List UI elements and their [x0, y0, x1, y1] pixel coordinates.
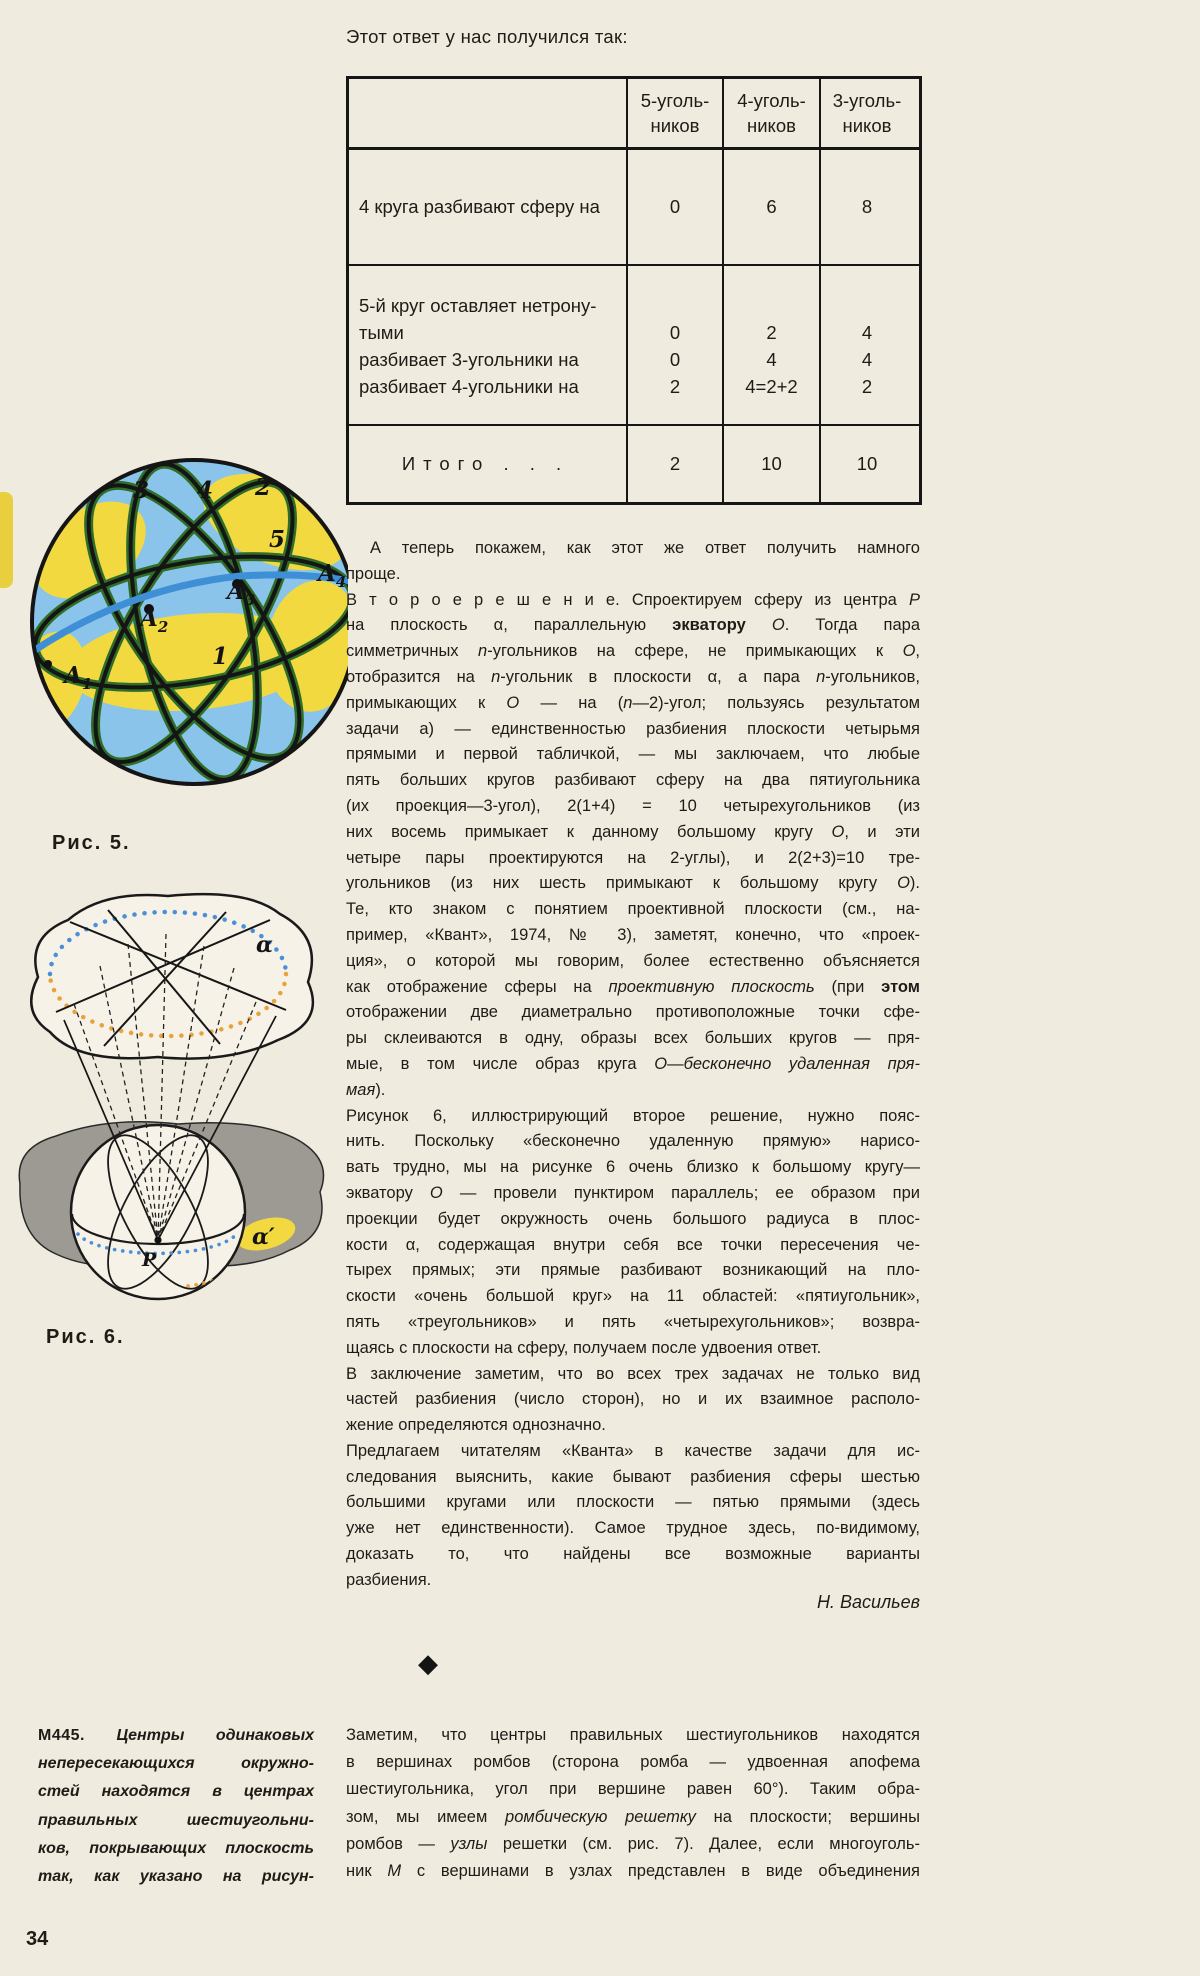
- text-line: В т о р о е р е ш е н и е. Спроектируем сферу из центра Р: [346, 590, 920, 609]
- text-line: мая).: [346, 1080, 386, 1099]
- header-line: ников: [747, 115, 796, 136]
- fig5-label-a3: $A_3$: [227, 578, 256, 609]
- table-cell: [626, 266, 722, 424]
- fig5-caption: Рис. 5.: [52, 832, 131, 854]
- label-line: 5-й круг оставляет нетрону-: [359, 295, 597, 316]
- label-line: разбивает 4-угольники на: [359, 376, 579, 397]
- text-line: отображении две диаметрально противоположные точки сфе-: [346, 1003, 920, 1022]
- text-line: в вершинах ромбов (сторона ромба — удвоенная апофема: [346, 1753, 920, 1772]
- table-row: [349, 266, 919, 426]
- text-line: разбиения.: [346, 1570, 432, 1589]
- header-line: 3-уголь-: [832, 90, 902, 111]
- fig5-label-circle1: 1: [212, 643, 229, 670]
- text-line: жение определяются однозначно.: [346, 1416, 606, 1435]
- text-line: на плоскость α, параллельную экватору О. Тогда пара: [346, 616, 921, 635]
- value-line: [724, 292, 819, 319]
- fig5-label-circle3: 3: [133, 477, 150, 504]
- table-row: [349, 150, 919, 266]
- value-line: [821, 292, 913, 319]
- total-label: Итого . . .: [401, 453, 570, 474]
- text-line: Предлагаем читателям «Кванта» в качестве задачи для ис-: [346, 1441, 920, 1460]
- value-line: 4=2+2: [745, 376, 798, 397]
- fig6-projection: [8, 882, 338, 1322]
- fig6-label-p: P: [142, 1249, 157, 1271]
- text-line: доказать то, что найдены все возможные варианты: [346, 1545, 920, 1564]
- label-line: разбивает 3-угольники на: [359, 349, 579, 370]
- text-line: проще.: [346, 564, 401, 583]
- table-cell: 2: [626, 426, 722, 502]
- text-line: ция», о которой мы говорим, более естественно объясняется: [346, 951, 920, 970]
- text-line: зом, мы имеем ромбическую решетку на плоскости; вершины: [346, 1807, 920, 1826]
- text-line: прямыми и первой табличкой, — мы заключаем, что любые: [346, 745, 920, 764]
- fig6-label-alpha-prime: α′: [252, 1224, 275, 1250]
- fig5-label-circle5: 5: [269, 526, 286, 553]
- text-line: Рисунок 6, иллюстрирующий второе решение, нужно пояс-: [346, 1106, 920, 1125]
- text-line: пять больших кругов разбивают сферу на два пятиугольника: [346, 771, 920, 790]
- text-line: угольников (из них шесть примыкают к большому кругу О).: [346, 874, 920, 893]
- text-line: М445. Центры одинаковых: [38, 1727, 314, 1744]
- table-header: [819, 79, 913, 147]
- header-line: ников: [650, 115, 700, 136]
- value-line: 4: [861, 349, 873, 370]
- fig6-label-alpha: α: [256, 932, 273, 958]
- value-line: 4: [861, 322, 873, 343]
- row-label: 4 круга разбивают сферу на: [359, 196, 600, 217]
- text-line: так, как указано на рисун-: [38, 1867, 314, 1885]
- article-text: [346, 536, 920, 1594]
- fig5-sphere-body: [8, 453, 348, 791]
- text-line: как отображение сферы на проективную плоскость (при этом: [346, 977, 920, 996]
- text-line: пять «треугольников» и пять «четырехугольников»; возвра-: [346, 1312, 920, 1331]
- text-line: (их проекция—3-угол), 2(1+4) = 10 четырехугольников (из: [346, 796, 920, 815]
- text-line: проекции будет окружность очень большого радиуса в плос-: [346, 1209, 920, 1228]
- fig5-label-a1: $A_1$: [64, 662, 93, 693]
- value-line: 0: [669, 349, 681, 370]
- fig6-sphere: [71, 1125, 245, 1299]
- text-line: экватору О — провели пунктиром параллель; ее образом при: [346, 1183, 920, 1202]
- text-line: ков, покрывающих плоскость: [38, 1839, 314, 1857]
- table-total-row: [349, 426, 919, 502]
- table-cell: 10: [819, 426, 913, 502]
- fig5-label-a4: $A_4$: [318, 560, 347, 591]
- header-line: 4-уголь-: [737, 90, 806, 111]
- table-cell: 6: [722, 150, 819, 264]
- fig5-point-a1-dot: [44, 660, 52, 668]
- text-line: отобразится на n-угольник в плоскости α, а пара n-угольников,: [346, 667, 920, 686]
- value-line: 2: [766, 322, 777, 343]
- fig5-label-circle2: 2: [255, 474, 272, 501]
- fig5-label-a2: $A_2$: [140, 605, 169, 636]
- text-line: тырех прямых; эти прямые разбивают возникающий на пло-: [346, 1261, 920, 1280]
- text-line: примыкающих к О — на (n—2)-угол; пользуясь результатом: [346, 693, 920, 712]
- intro-line: Этот ответ у нас получился так:: [346, 26, 628, 47]
- text-line: четыре пары проектируются на 2-углы), и 2(2+3)=10 тре-: [346, 848, 920, 867]
- text-line: непересекающихся окружно-: [38, 1755, 314, 1773]
- answer-table: [346, 76, 922, 505]
- fig5-label-circle4: 4: [197, 477, 214, 504]
- header-line: 5-уголь-: [640, 90, 710, 111]
- text-line: ник М с вершинами в узлах представлен в виде объединения: [346, 1861, 920, 1880]
- text-line: ры склеиваются в одну, образы всех больших кругов — пря-: [346, 1029, 920, 1048]
- text-line: Заметим, что центры правильных шестиугольников находятся: [346, 1726, 920, 1744]
- text-line: пример, «Квант», 1974, № 3), заметят, конечно, что «проек-: [346, 925, 920, 944]
- table-header: [626, 79, 722, 147]
- text-line: большими кругами или плоскости — пятью прямыми (здесь: [346, 1493, 920, 1512]
- author-signature: Н. Васильев: [816, 1592, 920, 1612]
- m445-statement: [38, 1722, 314, 1891]
- value-line: [628, 292, 722, 319]
- table-cell: [819, 266, 913, 424]
- text-line: щаясь с плоскости на сферу, получаем после удвоения ответ.: [346, 1338, 822, 1357]
- text-line: Те, кто знаком с понятием проективной плоскости (см., на-: [346, 900, 920, 919]
- text-line: нить. Поскольку «бесконечно удаленную прямую» нарисо-: [346, 1132, 920, 1151]
- fig5-sphere: [8, 450, 348, 795]
- table-header-row: [349, 79, 919, 150]
- text-line: скости «очень большой круг» на 11 областей: «пятиугольник»,: [346, 1287, 920, 1306]
- fig6-caption: Рис. 6.: [46, 1326, 125, 1348]
- row-label: [349, 266, 626, 424]
- table-cell: 8: [819, 150, 913, 264]
- text-line: мые, в том числе образ круга О—бесконечно удаленная пря-: [346, 1054, 920, 1073]
- solution-text: [346, 1722, 920, 1885]
- text-line: них восемь примыкает к данному большому кругу О, и эти: [346, 822, 920, 841]
- value-line: 4: [766, 349, 777, 370]
- text-line: частей разбиения (число сторон), но и их взаимное располо-: [346, 1390, 920, 1409]
- value-line: 0: [669, 322, 681, 343]
- text-line: уже нет единственности). Самое трудное здесь, по-видимому,: [346, 1519, 920, 1538]
- text-line: симметричных n-угольников на сфере, не примыкающих к О,: [346, 642, 921, 661]
- text-line: А теперь покажем, как этот же ответ получить намного: [370, 539, 920, 557]
- table-cell: 10: [722, 426, 819, 502]
- text-line: шестиугольника, угол при вершине равен 60°). Таким обра-: [346, 1780, 920, 1799]
- text-line: В заключение заметим, что во всех трех задачах не только вид: [346, 1364, 920, 1383]
- fig6-center-p-dot: [154, 1236, 161, 1243]
- table-cell: 0: [626, 150, 722, 264]
- text-line: следования выяснить, какие бывают разбиения сферы шестью: [346, 1467, 920, 1486]
- text-line: задачи а) — единственностью разбиения плоскости четырьмя: [346, 719, 920, 738]
- header-line: ников: [842, 115, 892, 136]
- text-line: кости α, содержащая внутри себя все точки пересечения че-: [346, 1235, 920, 1254]
- section-divider-diamond-icon: ◆: [418, 1648, 438, 1678]
- table-header: [722, 79, 819, 147]
- page-number: 34: [26, 1928, 49, 1950]
- text-line: ромбов — узлы решетки (см. рис. 7). Далее, если многоуголь-: [346, 1834, 920, 1853]
- text-line: правильных шестиугольни-: [38, 1811, 314, 1829]
- table-cell: [722, 266, 819, 424]
- value-line: 2: [669, 376, 681, 397]
- text-line: стей находятся в центрах: [38, 1783, 314, 1801]
- label-line: тыми: [359, 322, 404, 343]
- table-corner-cell: [349, 79, 626, 147]
- text-line: вать трудно, мы на рисунке 6 очень близко к большому кругу—: [346, 1158, 920, 1177]
- value-line: 2: [861, 376, 873, 397]
